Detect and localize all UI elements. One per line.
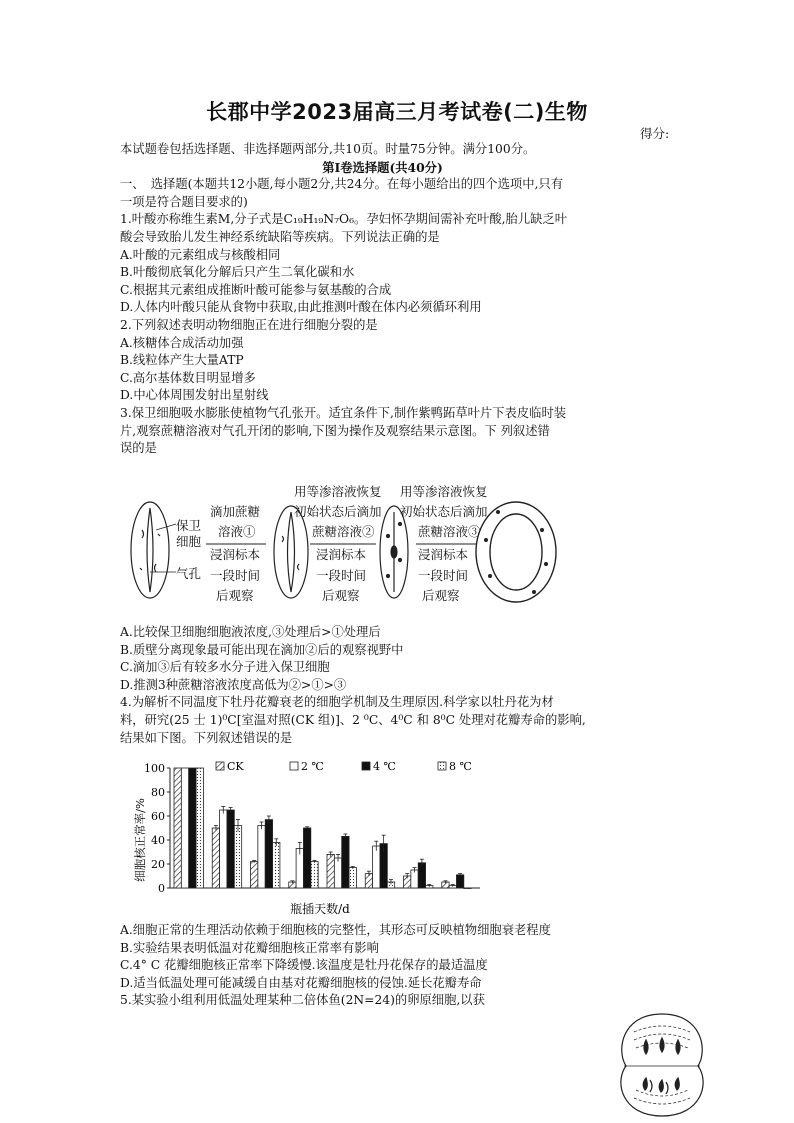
bar [251,862,258,888]
step3-text: 蔗糖溶液③ [418,524,481,539]
section-desc: 一、 选择题(本题共12小题,每小题2分,共24分。在每小题给出的四个选项中,只有 [120,177,563,192]
step3-text: 后观察 [422,588,460,603]
bar [334,858,341,888]
label-cell: 细胞 [176,534,202,549]
q3-option-c: C.滴加③后有较多水分子进入保卫细胞 [120,660,330,675]
bar [303,828,310,888]
step1-text: 一段时间 [210,568,261,583]
bar [456,875,463,888]
exam-body-top [120,141,645,458]
guard-cell-open [476,502,556,602]
q1-option-c: C.根据其元素组成推断叶酸可能参与氨基酸的合成 [120,282,392,297]
cell-division-figure [614,1010,710,1120]
q3-option-d: D.推测3种蔗糖溶液浓度高低为②>①>③ [120,677,347,692]
legend-label: 2 ℃ [301,760,324,773]
q3-stem: 误的是 [120,441,157,456]
bar [418,863,425,888]
y-tick-label: 100 [144,762,165,775]
q3-option-a: A.比较保卫细胞细胞液浓度,③处理后>①处理后 [120,625,381,639]
bar [349,868,356,888]
q5-stem: 5.某实验小组利用低温处理某种二倍体鱼(2N=24)的卵原细胞,以获 [120,993,485,1008]
step2-text: 浸润标本 [316,547,367,562]
label-stoma: 气孔 [176,566,202,581]
legend-label: 4 ℃ [373,760,396,773]
legend-label: 8 ℃ [449,760,472,773]
legend-swatch [438,762,446,770]
exam-body-bottom [120,922,645,1010]
q1-option-a: A.叶酸的元素组成与核酸相同 [120,247,281,262]
bar [373,846,380,888]
step2-text: 用等渗溶液恢复 [294,484,382,499]
bar [265,820,272,888]
q2-stem: 2.下列叙述表明动物细胞正在进行细胞分裂的是 [120,317,378,332]
q4-stem: 料，研究(25 士 1)⁰C[室温对照(CK 组)]、2 ⁰C、4⁰C 和 8⁰C 处理对花瓣寿命的影响, [120,712,586,727]
exam-intro: 本试题卷包括选择题、非选择题两部分,共10页。时量75分钟。满分100分。 [120,142,536,156]
bar [196,768,203,888]
legend-label: CK [227,760,244,773]
legend-swatch [362,762,370,770]
step3-text: 浸润标本 [418,547,469,562]
step1-text: 浸润标本 [210,547,261,562]
q1-stem: 1.叶酸亦称维生素M,分子式是C₁₉H₁₉N₇O₆。孕妇怀孕期间需补充叶酸,胎儿缺乏叶 [120,212,568,227]
y-tick-label: 60 [151,810,165,823]
q2-option-d: D.中心体周围发射出星射线 [120,388,269,403]
q1-option-b: B.叶酸彻底氧化分解后只产生二氧化碳和水 [120,265,355,280]
q4-option-a: A.细胞正常的生理活动依赖于细胞核的完整性，其形态可反映植物细胞衰老程度 [120,923,551,937]
section-desc: 一项是符合题目要求的) [120,194,248,209]
legend-swatch [290,762,298,770]
step3-text: 一段时间 [418,568,469,583]
bar [273,842,280,888]
q4-option-b: B.实验结果表明低温对花瓣细胞核正常率有影响 [120,940,379,955]
bar [327,854,334,888]
bar [258,826,265,888]
y-axis-label: 细胞核正常率/% [133,798,147,882]
q4-stem: 结果如下图。下列叙述错误的是 [120,730,293,745]
q3-stem: 片,观察蔗糖溶液对气孔开闭的影响,下图为操作及观察结果示意图。下 列叙述错 [120,423,550,438]
bar [174,768,181,888]
label-guard: 保卫 [176,518,202,533]
q2-option-a: A.核糖体合成活动加强 [120,335,244,350]
legend-swatch [216,762,224,770]
step3-text: 初始状态后滴加 [400,504,488,519]
q4-option-d: D.适当低温处理可能减缓自由基对花瓣细胞核的侵蚀.延长花瓣寿命 [120,975,482,990]
x-axis-label: 瓶插天数/d [290,902,350,916]
step2-text: 一段时间 [316,568,367,583]
step2-text: 初始状态后滴加 [294,504,382,519]
q1-option-d: D.人体内叶酸只能从食物中获取,由此推测叶酸在体内必须循环利用 [120,300,482,315]
y-tick-label: 0 [158,882,165,895]
guard-cell-closed [131,502,169,598]
bar [181,768,188,888]
q3-option-b: B.质壁分离现象最可能出现在滴加②后的观察视野中 [120,642,404,657]
bar [189,768,196,888]
page-title: 长郡中学2023届高三月考试卷(二)生物 [206,100,588,124]
bar [411,870,418,888]
q4-option-c: C.4° C 花瓣细胞核正常率下降缓慢.该温度是牡丹花保存的最适温度 [120,958,488,973]
guard-cell-step2 [380,506,408,598]
q2-option-b: B.线粒体产生大量ATP [120,353,244,368]
bar [311,862,318,888]
step2-text: 后观察 [322,588,360,603]
step1-text: 溶液① [218,524,256,539]
q1-stem: 酸会导致胎儿发生神经系统缺陷等疾病。下列说法正确的是 [120,229,440,244]
guard-cell-step1 [274,506,308,598]
q2-option-c: C.高尔基体数目明显增多 [120,370,256,385]
bar [234,826,241,888]
section-title: 第Ⅰ卷选择题(共40分) [322,159,443,175]
bar [342,836,349,888]
y-tick-label: 40 [151,834,165,847]
bar [227,810,234,888]
bar [212,828,219,888]
step1-text: 滴加蔗糖 [210,504,261,519]
step3-text: 用等渗溶液恢复 [400,484,488,499]
exam-body-middle [120,624,645,747]
bar [220,810,227,888]
y-tick-label: 80 [151,786,165,799]
petal-nucleus-chart [130,752,490,920]
score-label: 得分: [640,126,670,141]
q4-stem: 4.为解析不同温度下牡丹花瓣衰老的细胞学机制及生理原因.科学家以牡丹花为材 [120,695,554,710]
q3-stem: 3.保卫细胞吸水膨胀使植物气孔张开。适宜条件下,制作紫鸭跖草叶片下表皮临时装 [120,405,567,420]
y-tick-label: 20 [151,858,165,871]
step2-text: 蔗糖溶液② [312,524,375,539]
stomata-figure [126,480,566,610]
step1-text: 后观察 [216,588,254,603]
bar [464,888,471,889]
